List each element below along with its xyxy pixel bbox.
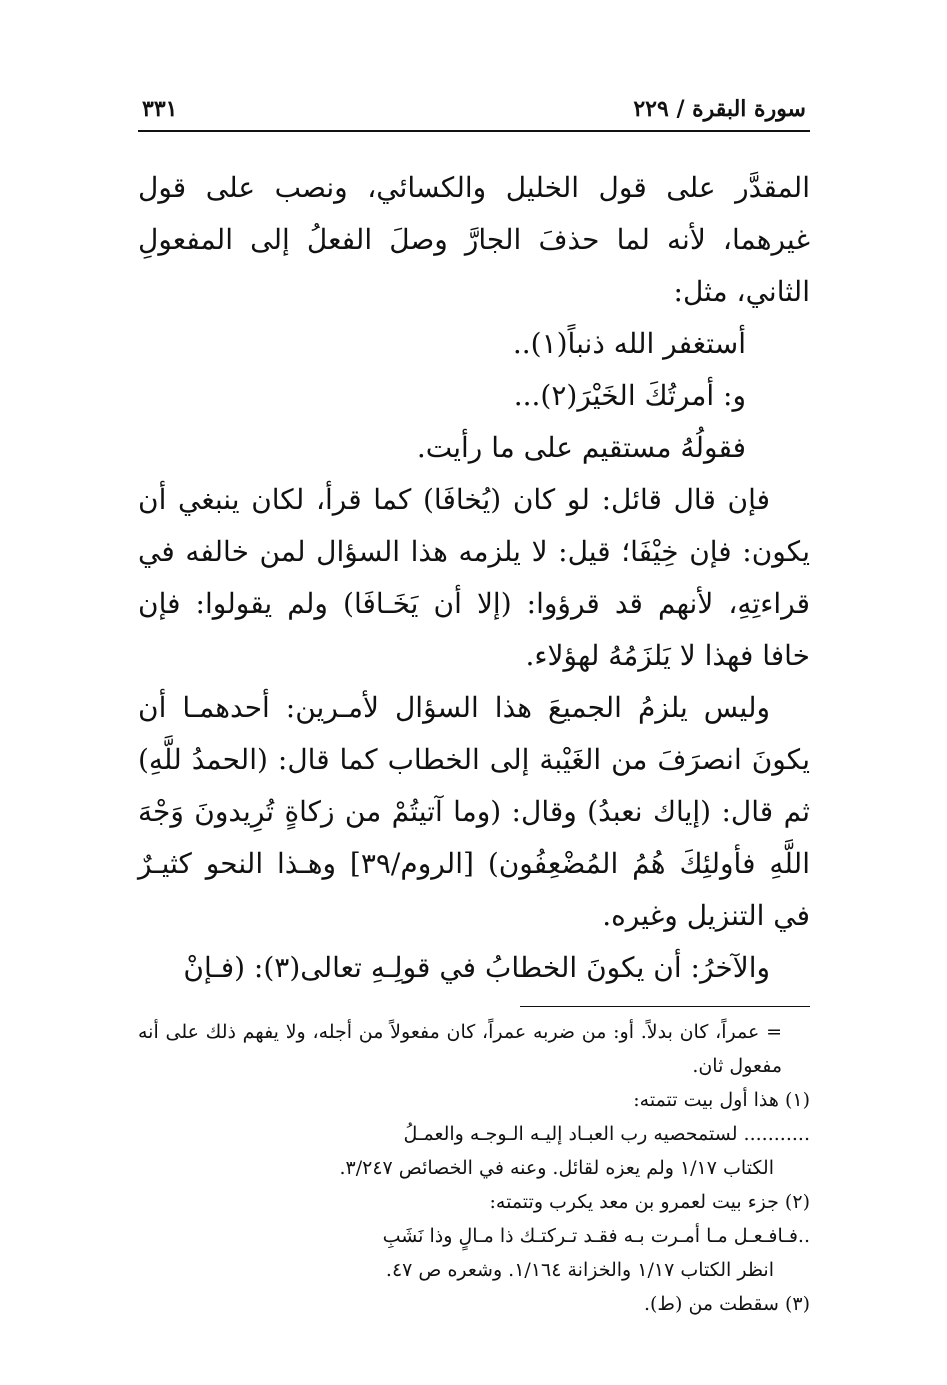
footnote-line: الكتاب ١/١٧ ولم يعزه لقائل. وعنه في الخصائص ٣/٢٤٧. [339, 1157, 774, 1179]
paragraph: والآخرُ: أن يكونَ الخطابُ في قولِـهِ تعالى(٣): (فـإنْ [183, 951, 770, 984]
footnote-line: = عمراً، كان بدلاً. أو: من ضربه عمراً، كان مفعولاً من أجله، ولا يفهم ذلك على أنه مفعول ثان. [138, 1021, 782, 1077]
paragraph: وليس يلزمُ الجميعَ هذا السؤال لأمـرين: أحدهمـا أن يكونَ انصرَفَ من الغَيْبة إلى الخطاب كما قال: (الحمدُ للَّهِ) ثم قال: (إياك نعبدُ) وقال: (وما آتيتُمْ من زكاةٍ تُرِيدونَ وَجْهَ اللَّهِ فأولئِكَ هُمُ المُضْعِفُون) [الروم/٣٩] وهـذا النحو كثيـرٌ في التنزيل وغيره. [138, 691, 810, 932]
page-header [138, 96, 810, 132]
page-number: ٣٣١ [142, 96, 178, 122]
footnote-poem: ..فـافـعـل مـا أمـرت بـه فقـد تـركتـك ذا مـالٍ وذا نَشَبِ [382, 1225, 810, 1247]
footnote-line: (٢) جزء بيت لعمرو بن معد يكرب وتتمته: [489, 1191, 810, 1213]
paragraph: فإن قال قائل: لو كان (يُخافَا) كما قرأ، لكان ينبغي أن يكون: فإن خِيْفَا؛ قيل: لا يلزمه هذا السؤال لمن خالفه في قراءتِهِ، لأنهم قد قرؤوا: (إلا أن يَخَـافَا) ولم يقولوا: فإن خافا فهذا لا يَلزَمُهُ لهؤلاء. [138, 483, 810, 672]
book-page [138, 96, 810, 1321]
footnote-line: انظر الكتاب ١/١٧ والخزانة ١/١٦٤. وشعره ص ٤٧. [385, 1259, 774, 1281]
footnote-line: (٣) سقطت من (ط). [643, 1293, 810, 1315]
paragraph: المقدَّر على قول الخليل والكسائي، ونصب على قول غيرهما، لأنه لما حذفَ الجارَّ وصلَ الفعلُ إلى المفعولِ الثاني، مثل: [138, 171, 810, 308]
main-text [138, 162, 810, 994]
surah-title: سورة البقرة / ٢٢٩ [633, 96, 806, 122]
footnote-line: (١) هذا أول بيت تتمته: [633, 1089, 810, 1111]
paragraph: فقولُهُ مستقيم على ما رأيت. [416, 431, 746, 464]
verse-line: و: أمرتُكَ الخَيْرَ(٢)... [513, 379, 746, 412]
footnote-poem: ........... لستمحصيه رب العبـاد إليـه الـوجـه والعمـلُ [403, 1123, 810, 1145]
verse-line: أستغفر الله ذنباً(١).. [512, 327, 746, 360]
footnote-divider [520, 1006, 810, 1007]
footnotes [138, 1015, 810, 1321]
